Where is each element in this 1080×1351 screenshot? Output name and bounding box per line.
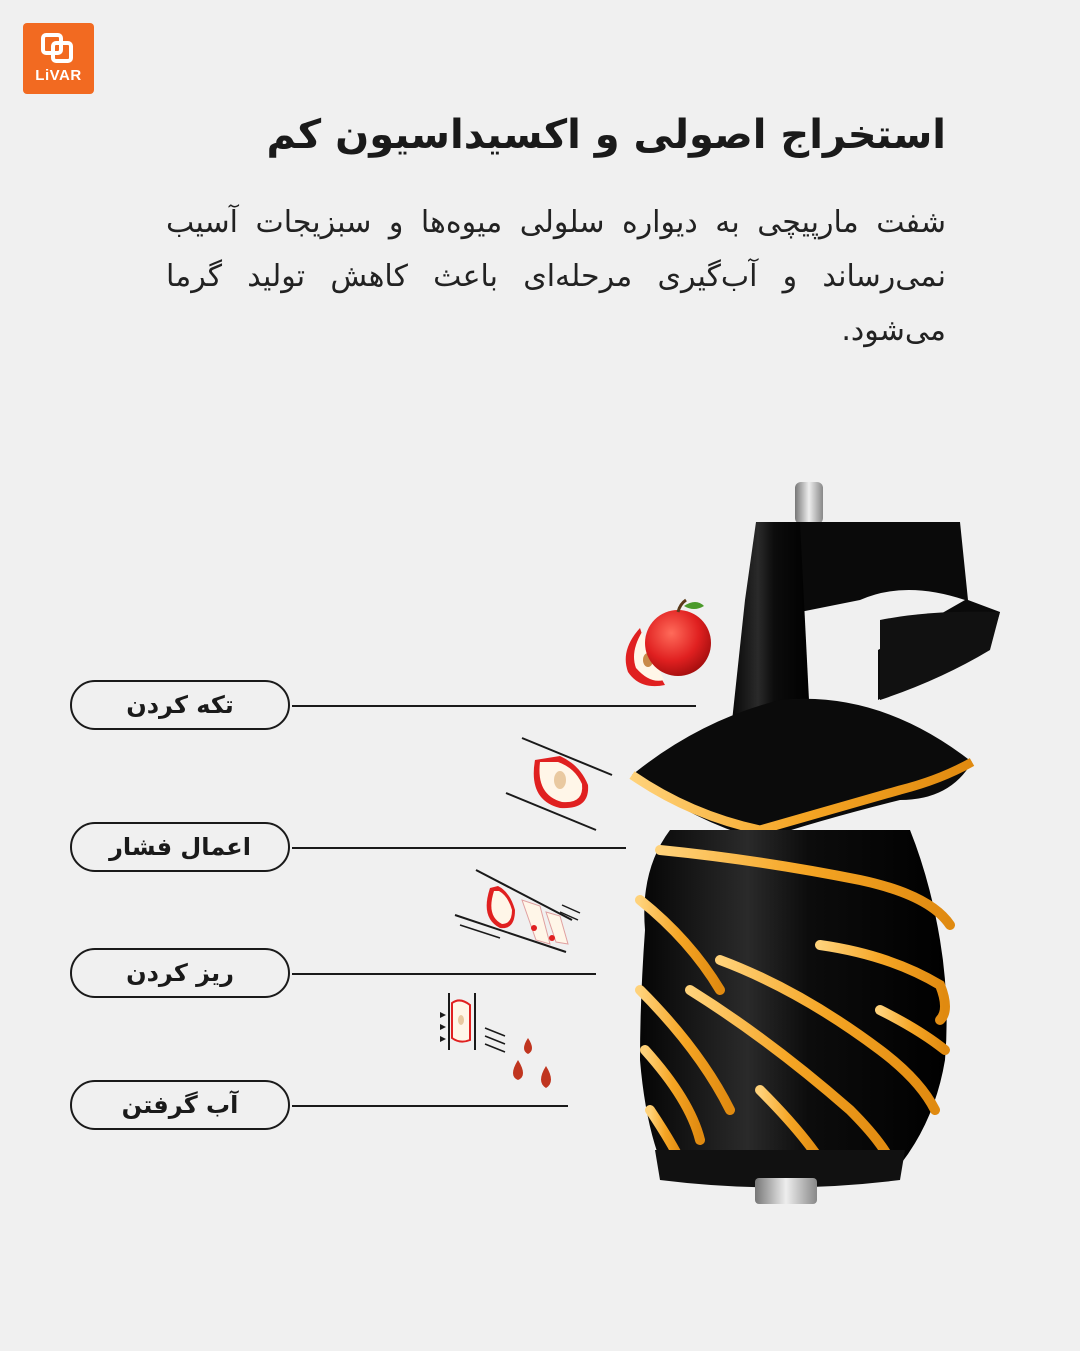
step-label: آب گرفتن xyxy=(121,1091,239,1119)
bottom-pin xyxy=(755,1178,817,1204)
step-label: اعمال فشار xyxy=(109,833,251,861)
juice-drops-icon xyxy=(440,993,551,1088)
step-label: تکه کردن xyxy=(126,691,234,719)
apple-half-pressed-icon xyxy=(506,738,612,830)
apple-sliced-icon xyxy=(455,870,580,952)
step-label: ریز کردن xyxy=(126,959,234,987)
logo-text: LiVAR xyxy=(35,67,82,84)
apple-whole-icon xyxy=(626,600,711,686)
page-title: استخراج اصولی و اکسیداسیون کم xyxy=(266,112,946,158)
top-pin xyxy=(795,482,823,524)
page-description: شفت مارپیچی به دیواره سلولی میوه‌ها و سبزیجات آسیب نمی‌رساند و آب‌گیری مرحله‌ای باعث کاهش تولید گرما می‌شود. xyxy=(166,205,946,348)
auger-shaft xyxy=(632,482,1000,1204)
